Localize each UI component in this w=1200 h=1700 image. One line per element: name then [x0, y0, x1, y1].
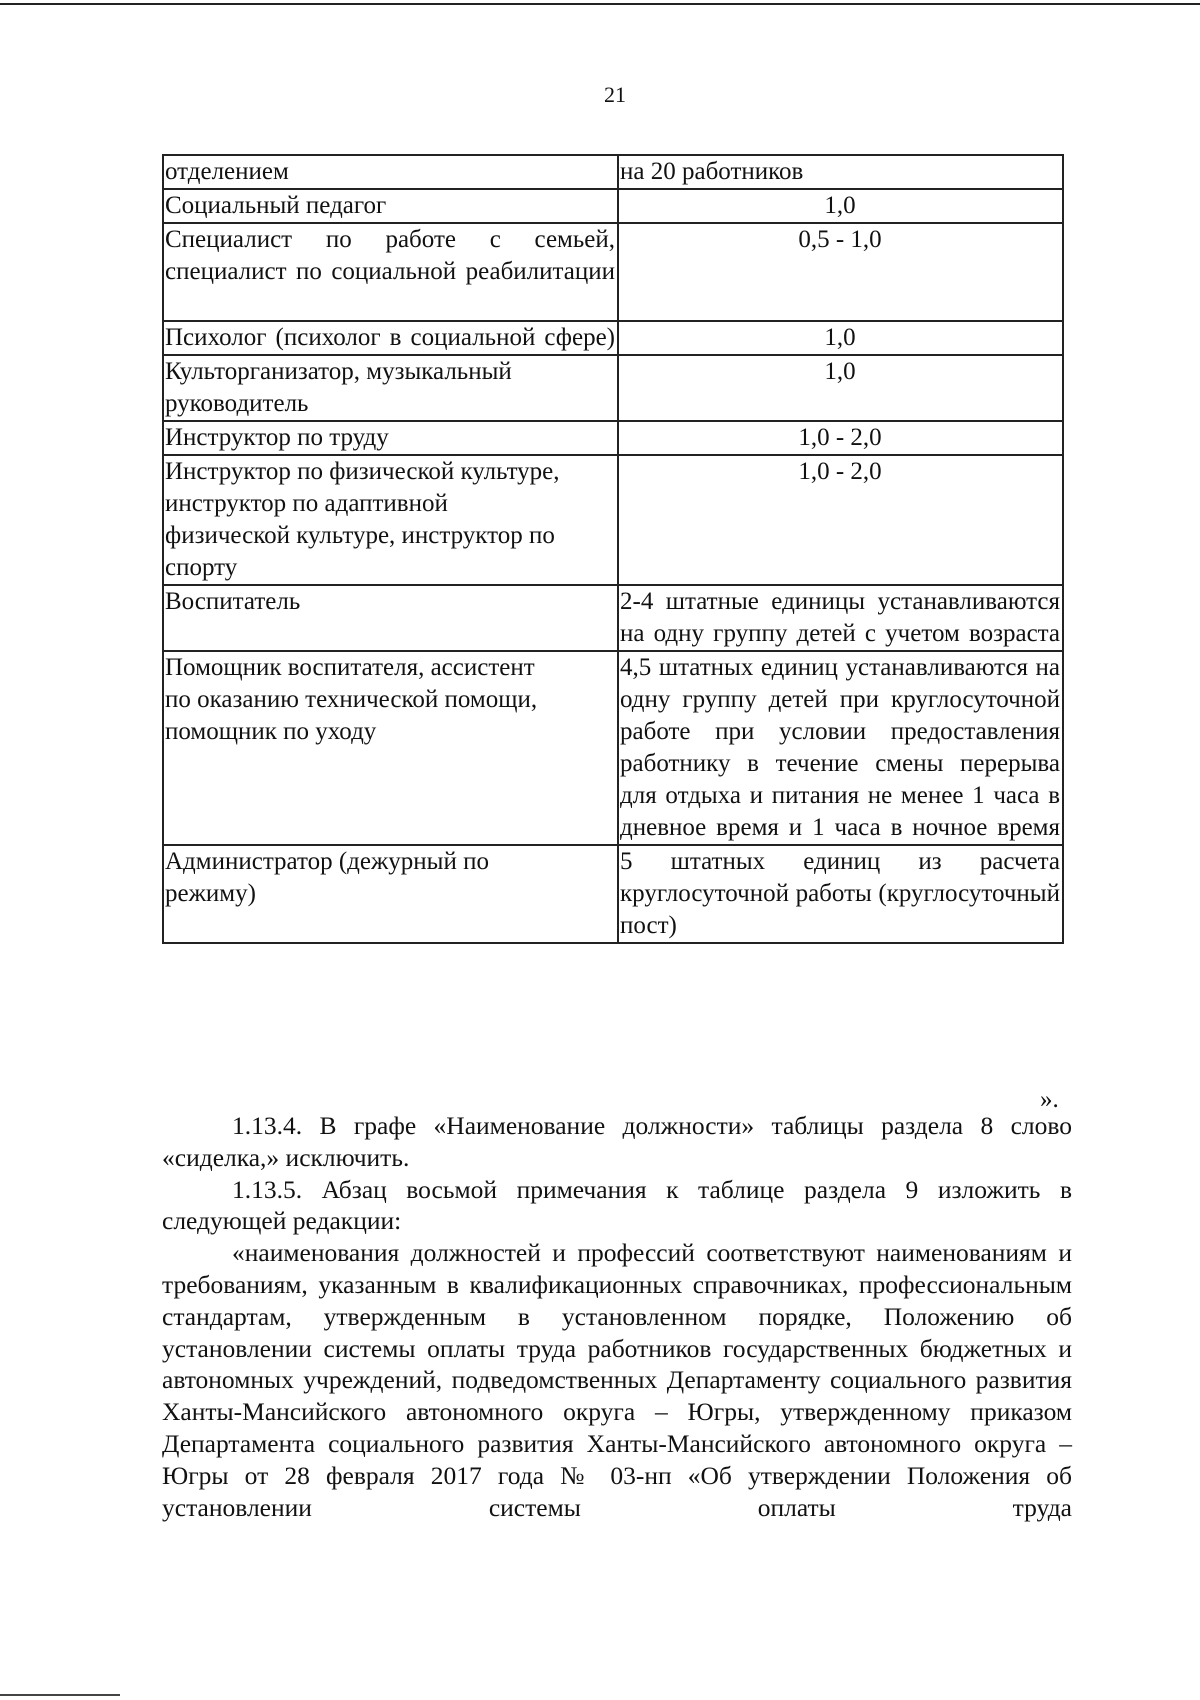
- position-cell: [163, 355, 618, 421]
- count-cell: 1,0: [618, 321, 1063, 355]
- count-cell: 2-4 штатные единицы устанавливаются на одну группу детей с учетом возраста: [618, 585, 1063, 651]
- position-cell: Психолог (психолог в социальной сфере): [163, 321, 618, 355]
- table-row: [163, 845, 1063, 943]
- count-cell: 1,0: [618, 189, 1063, 223]
- position-cell: Инструктор по труду: [163, 421, 618, 455]
- position-cell: Воспитатель: [163, 585, 618, 651]
- position-cell: Специалист по работе с семьей, специалист по социальной реабилитации: [163, 223, 618, 321]
- position-line: руководитель: [165, 390, 309, 417]
- count-cell: 1,0 - 2,0: [618, 455, 1063, 585]
- body-text: [162, 1110, 1072, 1523]
- position-line: Инструктор по физической культуре,: [165, 458, 560, 485]
- table-row: [163, 651, 1063, 845]
- position-line: помощник по уходу: [165, 718, 377, 745]
- table-row: [163, 585, 1063, 651]
- position-line: Помощник воспитателя, ассистент: [165, 654, 535, 681]
- position-line: спорту: [165, 554, 238, 581]
- position-cell: Социальный педагог: [163, 189, 618, 223]
- position-cell: отделением: [163, 155, 618, 189]
- top-scan-edge: [0, 3, 1200, 5]
- position-line: Администратор (дежурный по: [165, 848, 489, 875]
- count-cell: 1,0 - 2,0: [618, 421, 1063, 455]
- position-line: инструктор по адаптивной: [165, 490, 448, 517]
- table-row: [163, 455, 1063, 585]
- quoted-paragraph: «наименования должностей и профессий соответствуют наименованиям и требованиям, указанным в квалификационных справочниках, профессиональным стандартам, утвержденным в установленном порядке, Положению об установлении системы оплаты труда работников государственных бюджетных и автономных учреждений, подведомственных Департаменту социального развития Ханты-Мансийского автономного округа – Югры, утвержденному приказом Департамента социального развития Ханты-Мансийского автономного округа – Югры от 28 февраля 2017 года № 03-нп «Об утверждении Положения об установлении системы оплаты труда: [162, 1238, 1072, 1522]
- paragraph-1-13-4: 1.13.4. В графе «Наименование должности» таблицы раздела 8 слово «сиделка,» исключить.: [162, 1111, 1072, 1172]
- table-row: [163, 321, 1063, 355]
- count-cell: 1,0: [618, 355, 1063, 421]
- position-cell: [163, 845, 618, 943]
- position-line: по оказанию технической помощи,: [165, 686, 538, 713]
- paragraph-1-13-5: 1.13.5. Абзац восьмой примечания к таблице раздела 9 изложить в следующей редакции:: [162, 1174, 1072, 1236]
- count-cell: на 20 работников: [618, 155, 1063, 189]
- closing-quote: ».: [1040, 1086, 1059, 1113]
- count-cell: 4,5 штатных единиц устанавливаются на одну группу детей при круглосуточной работе при условии предоставления работнику в течение смены перерыва для отдыха и питания не менее 1 часа в дневное время и 1 часа в ночное время: [618, 651, 1063, 845]
- position-cell: [163, 455, 618, 585]
- page-number: 21: [604, 82, 626, 107]
- table-row: [163, 223, 1063, 321]
- table-row: [163, 355, 1063, 421]
- bottom-scan-edge: [0, 1694, 120, 1696]
- table-row: [163, 155, 1063, 189]
- position-line: физической культуре, инструктор по: [165, 522, 555, 549]
- table-row: [163, 189, 1063, 223]
- staffing-table: [162, 154, 1064, 944]
- count-cell: 0,5 - 1,0: [618, 223, 1063, 321]
- position-line: режиму): [165, 880, 256, 907]
- position-line: Культорганизатор, музыкальный: [165, 358, 512, 385]
- position-cell: [163, 651, 618, 845]
- count-cell: 5 штатных единиц из расчета круглосуточной работы (круглосуточный пост): [618, 845, 1063, 943]
- table-row: [163, 421, 1063, 455]
